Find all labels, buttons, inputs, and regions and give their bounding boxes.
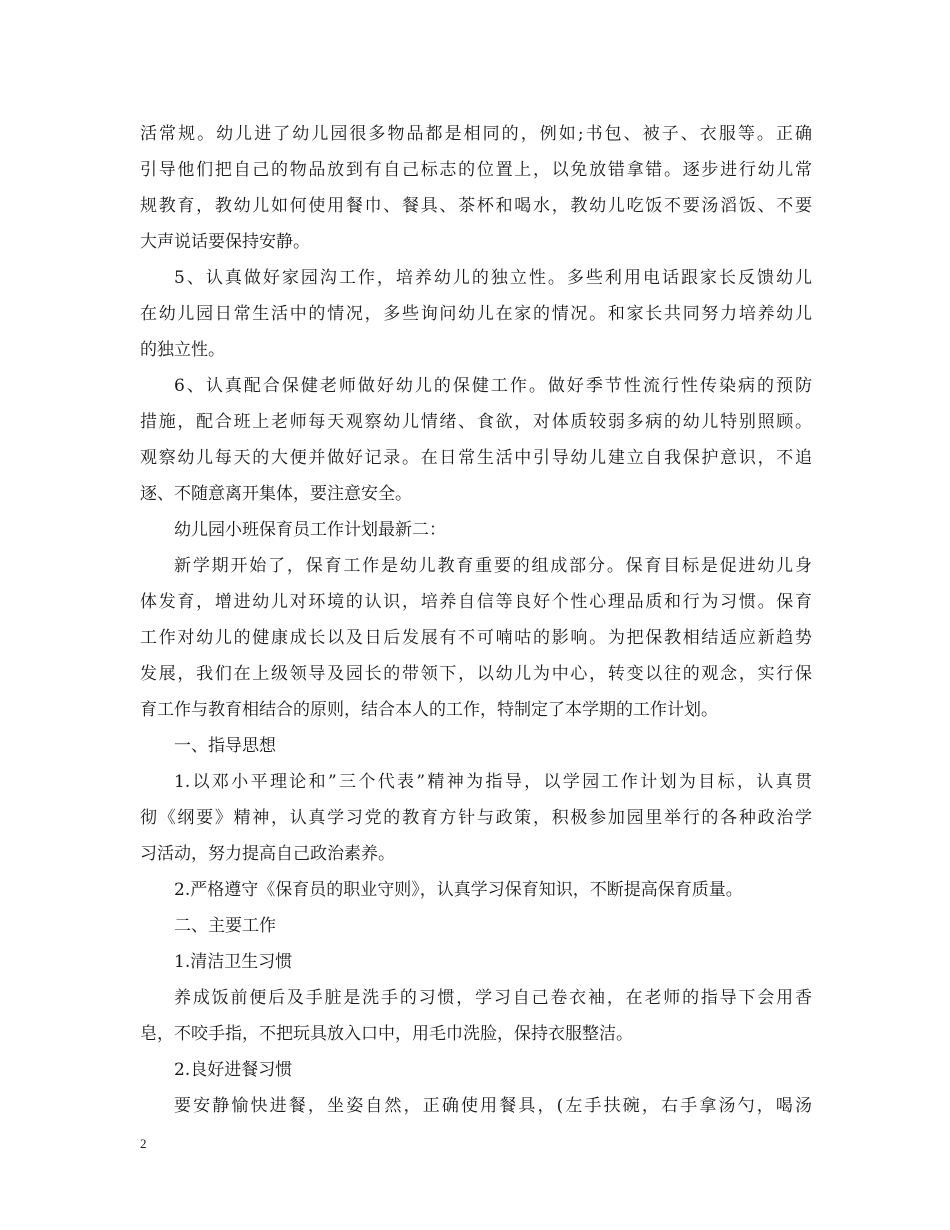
text-line: 观察幼儿每天的大便并做好记录。在日常生活中引导幼儿建立自我保护意识，不追: [140, 448, 812, 468]
text-line: 发展，我们在上级领导及园长的带领下，以幼儿为中心，转变以往的观念，实行保: [140, 664, 812, 684]
text-line: 育工作与教育相结合的原则，结合本人的工作，特制定了本学期的工作计划。: [140, 700, 718, 720]
document-body: [140, 116, 812, 1124]
text-line: 二、主要工作: [174, 916, 276, 936]
text-line: 习活动，努力提高自己政治素养。: [140, 844, 395, 864]
text-line: 2.严格遵守《保育员的职业守则》，认真学习保育知识，不断提高保育质量。: [174, 880, 743, 900]
text-line: 的独立性。: [140, 340, 225, 360]
text-line: 1.清洁卫生习惯: [174, 952, 293, 972]
text-line: 工作对幼儿的健康成长以及日后发展有不可喃咕的影响。为把保教相结适应新趋势: [140, 628, 812, 648]
text-line: 5、认真做好家园沟工作，培养幼儿的独立性。多些利用电话跟家长反馈幼儿: [174, 268, 812, 288]
text-line: 引导他们把自己的物品放到有自己标志的位置上，以免放错拿错。逐步进行幼儿常: [140, 160, 812, 180]
text-line: 彻《纲要》精神，认真学习党的教育方针与政策，积极参加园里举行的各种政治学: [140, 808, 812, 828]
text-line: 大声说话要保持安静。: [140, 232, 310, 252]
text-line: 规教育，教幼儿如何使用餐巾、餐具、茶杯和喝水，教幼儿吃饭不要汤滔饭、不要: [140, 196, 812, 216]
text-line: 活常规。幼儿进了幼儿园很多物品都是相同的，例如;书包、被子、衣服等。正确: [140, 124, 812, 144]
text-line: 6、认真配合保健老师做好幼儿的保健工作。做好季节性流行性传染病的预防: [174, 376, 812, 396]
text-line: 幼儿园小班保育员工作计划最新二：: [174, 520, 446, 540]
page-number: 2: [140, 1136, 147, 1151]
text-line: 逐、不随意离开集体，要注意安全。: [140, 484, 412, 504]
text-line: 养成饭前便后及手脏是洗手的习惯，学习自己卷衣袖，在老师的指导下会用香: [174, 988, 812, 1008]
text-line: 体发育，增进幼儿对环境的认识，培养自信等良好个性心理品质和行为习惯。保育: [140, 592, 812, 612]
text-line: 1.以邓小平理论和”三个代表”精神为指导，以学园工作计划为目标，认真贯: [174, 772, 812, 792]
text-line: 皂，不咬手指，不把玩具放入口中，用毛巾洗脸，保持衣服整洁。: [140, 1024, 633, 1044]
text-line: 新学期开始了，保育工作是幼儿教育重要的组成部分。保育目标是促进幼儿身: [174, 556, 812, 576]
text-line: 要安静愉快进餐，坐姿自然，正确使用餐具，(左手扶碗，右手拿汤勺，喝汤: [174, 1096, 812, 1116]
text-line: 在幼儿园日常生活中的情况，多些询问幼儿在家的情况。和家长共同努力培养幼儿: [140, 304, 812, 324]
text-line: 一、指导思想: [174, 736, 276, 756]
text-line: 2.良好进餐习惯: [174, 1060, 293, 1080]
text-line: 措施，配合班上老师每天观察幼儿情绪、食欲，对体质较弱多病的幼儿特别照顾。: [140, 412, 812, 432]
